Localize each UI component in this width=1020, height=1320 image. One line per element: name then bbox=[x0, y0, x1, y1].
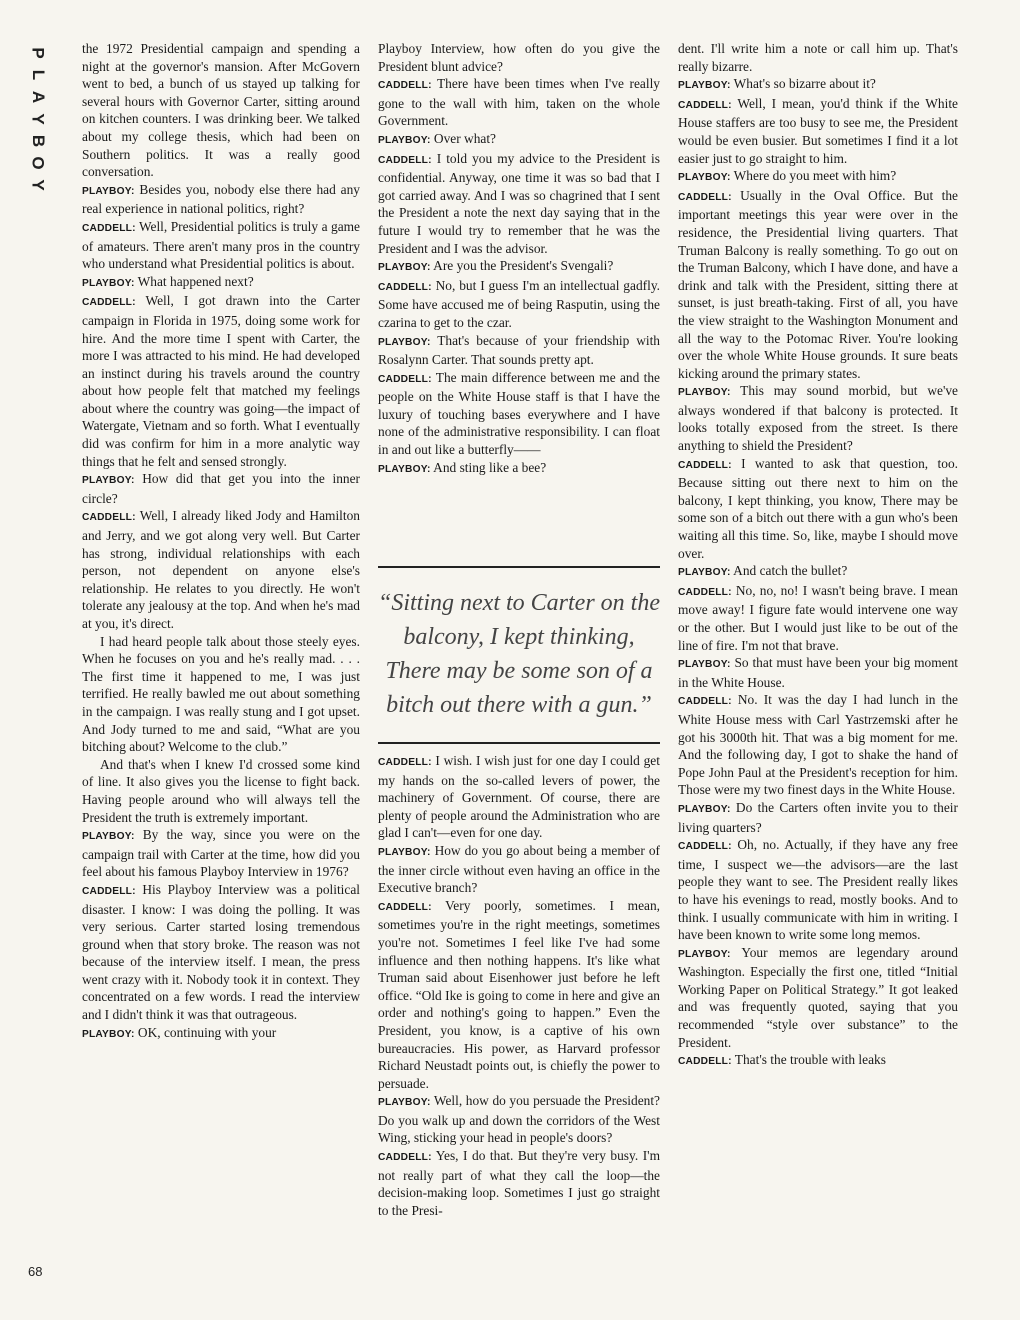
speaker-label: CADDELL: bbox=[378, 281, 432, 293]
speaker-label: CADDELL: bbox=[678, 586, 732, 598]
paragraph-text: Besides you, nobody else there had any real experience in national politics, right? bbox=[82, 181, 360, 217]
paragraph-text: That's because of your friendship with Rosalynn Carter. That sounds pretty apt. bbox=[378, 332, 661, 368]
paragraph bbox=[378, 897, 660, 1093]
paragraph-text: Yes, I do that. But they're very busy. I'm not really part of what they call the loop—the decision-making loop. Sometimes I just go straight to the Presi- bbox=[378, 1148, 660, 1218]
paragraph bbox=[378, 75, 660, 130]
speaker-label: PLAYBOY: bbox=[378, 1097, 431, 1109]
paragraph-text: I had heard people talk about those steely eyes. When he focuses on you and he's really mad. . . . The first time it happened to me, I was just terrified. He really bawled me out about something in the campaign. I was really stung and I got upset. And Jody turned to me and said, “What are you bitching about? Welcome to the club.” bbox=[82, 633, 360, 755]
speaker-label: CADDELL: bbox=[82, 222, 136, 234]
paragraph bbox=[378, 257, 660, 277]
paragraph bbox=[678, 799, 958, 836]
paragraph-text: Do the Carters often invite you to their living quarters? bbox=[678, 799, 958, 835]
paragraph bbox=[82, 40, 360, 181]
paragraph bbox=[378, 752, 660, 842]
paragraph-text: No. It was the day I had lunch in the White House mess with Carl Yastrzemski after he got his 3000th hit. That was a big moment for me. And the following day, I got to shake the hand of Pope John Paul at the President's reception for him. Those were my two finest days in the White House. bbox=[678, 692, 958, 798]
paragraph-text: Where do you meet with him? bbox=[733, 168, 897, 184]
speaker-label: PLAYBOY: bbox=[378, 336, 431, 348]
paragraph bbox=[378, 459, 660, 479]
paragraph-text: Well, I already liked Jody and Hamilton and Jerry, and we got along very well. But Carter has strong, individual relationships with each person, not dependent on anyone else's relationship. He relates to you directly. He won't tolerate any jealousy at the top. And when he's mad at you, it's direct. bbox=[82, 508, 360, 631]
paragraph bbox=[678, 562, 958, 582]
speaker-label: CADDELL: bbox=[678, 696, 732, 708]
speaker-label: CADDELL: bbox=[378, 80, 432, 92]
pull-quote-bottom-rule bbox=[378, 742, 660, 744]
vertical-magazine-title bbox=[28, 42, 48, 196]
paragraph-text: What's so bizarre about it? bbox=[733, 76, 876, 92]
paragraph-text: the 1972 Presidential campaign and spending a night at the governor's mansion. After McGovern went to bed, a bunch of us stayed up talking for several hours with Governor Carter, sitting around on kitchen counters. I was drinking beer. We talked about my college thesis, which had been on Southern politics. It was a really good conversation. bbox=[82, 41, 360, 180]
speaker-label: PLAYBOY: bbox=[82, 1028, 135, 1040]
paragraph bbox=[378, 369, 660, 459]
paragraph bbox=[678, 691, 958, 799]
paragraph bbox=[378, 277, 660, 332]
paragraph bbox=[82, 218, 360, 273]
speaker-label: PLAYBOY: bbox=[678, 948, 731, 960]
paragraph-text: Well, I mean, you'd think if the White House staffers are too busy to see me, the President would be even busier. But sometimes I find it a lot easier just to go straight to him. bbox=[678, 95, 958, 166]
paragraph bbox=[82, 826, 360, 881]
paragraph bbox=[82, 756, 360, 826]
paragraph-text: By the way, since you were on the campaign trail with Carter at the time, how did you feel about his famous Playboy Interview in 1976? bbox=[82, 827, 360, 880]
paragraph-text: So that must have been your big moment in the White House. bbox=[678, 655, 958, 690]
paragraph bbox=[378, 150, 660, 258]
speaker-label: PLAYBOY: bbox=[378, 134, 431, 146]
pull-quote: “Sitting next to Carter on the balcony, I kept thinking, There may be some son of a bitch out there with a gun.” bbox=[378, 590, 660, 718]
paragraph bbox=[678, 836, 958, 944]
paragraph bbox=[678, 75, 958, 95]
paragraph bbox=[678, 187, 958, 383]
speaker-label: CADDELL: bbox=[378, 373, 432, 385]
paragraph-text: Usually in the Oval Office. But the important meetings this year were over in the residence, the Presidential living quarters. That Truman Balcony is really something. To go out on the Truman Balcony, which I have done, and have a drink and talk with the President, sitting there at sunset, is just breath-taking. First of all, you have the view straight to the Washington Monument and all the way to the Potomac River. You're looking over the whole White House grounds. It sure beats kicking around the primary states. bbox=[678, 187, 958, 381]
paragraph-text: And catch the bullet? bbox=[733, 563, 848, 579]
paragraph bbox=[678, 654, 958, 691]
title-letter: A bbox=[29, 90, 48, 104]
speaker-label: PLAYBOY: bbox=[678, 803, 731, 815]
speaker-label: CADDELL: bbox=[678, 1056, 732, 1068]
speaker-label: CADDELL: bbox=[678, 99, 732, 111]
speaker-label: PLAYBOY: bbox=[82, 831, 135, 843]
speaker-label: PLAYBOY: bbox=[378, 262, 431, 274]
paragraph-text: No, no, no! I wasn't being brave. I mean move away! I figure fate would intervene one way or the other. But I would just like to be out of the line of fire. I'm not that brave. bbox=[678, 582, 958, 653]
page-number: 68 bbox=[28, 1264, 43, 1279]
paragraph-text: dent. I'll write him a note or call him up. That's really bizarre. bbox=[678, 41, 958, 74]
paragraph bbox=[678, 582, 958, 654]
title-letter: L bbox=[28, 69, 48, 81]
pull-quote-box bbox=[378, 566, 660, 744]
title-letter: Y bbox=[29, 113, 48, 125]
speaker-label: CADDELL: bbox=[82, 885, 136, 897]
text-column-2-top bbox=[378, 40, 660, 478]
paragraph-text: How did that get you into the inner circle? bbox=[82, 471, 360, 506]
paragraph-text: Well, how do you persuade the President? Do you walk up and down the corridors of the West Wing, sticking your head in people's doors? bbox=[378, 1093, 660, 1146]
paragraph-text: OK, continuing with your bbox=[137, 1024, 277, 1040]
title-letter: B bbox=[29, 134, 48, 148]
paragraph-text: And sting like a bee? bbox=[433, 459, 547, 475]
paragraph bbox=[82, 633, 360, 756]
paragraph-text: The main difference between me and the people on the White House staff is that I have the luxury of touching bases everywhere and I have none of the administrative responsibility. I can float in and out like a butterfly—— bbox=[378, 369, 660, 458]
speaker-label: CADDELL: bbox=[378, 901, 432, 913]
paragraph-text: Well, Presidential politics is truly a game of amateurs. There aren't many pros in the country who understand what Presidential politics is about. bbox=[82, 218, 361, 272]
speaker-label: PLAYBOY: bbox=[678, 80, 731, 92]
paragraph bbox=[378, 842, 660, 897]
speaker-label: PLAYBOY: bbox=[378, 846, 431, 858]
speaker-label: CADDELL: bbox=[82, 512, 136, 524]
paragraph-text: That's the trouble with leaks bbox=[734, 1052, 886, 1068]
speaker-label: CADDELL: bbox=[678, 841, 732, 853]
speaker-label: PLAYBOY: bbox=[678, 567, 731, 579]
paragraph-text: There have been times when I've really gone to the wall with him, taken on the whole Government. bbox=[378, 76, 661, 129]
paragraph bbox=[378, 1147, 660, 1219]
paragraph bbox=[678, 95, 958, 167]
paragraph-text: Playboy Interview, how often do you give the President blunt advice? bbox=[378, 41, 660, 74]
paragraph bbox=[678, 455, 958, 563]
title-letter: O bbox=[28, 156, 48, 170]
speaker-label: CADDELL: bbox=[678, 459, 732, 471]
paragraph-text: How do you go about being a member of the inner circle without even having an office in the Executive branch? bbox=[378, 842, 660, 896]
paragraph bbox=[82, 881, 360, 1024]
paragraph-text: And that's when I knew I'd crossed some kind of line. It also gives you the license to fight back. Having people around who will always tell the President the truth is extremely important. bbox=[82, 756, 360, 825]
text-column-3 bbox=[678, 40, 958, 1071]
paragraph bbox=[378, 1092, 660, 1147]
speaker-label: PLAYBOY: bbox=[378, 463, 431, 475]
paragraph-text: I told you my advice to the President is confidential. Anyway, one time it was so bad that I got carried away. And I was so chagrined that I sent the President a note the next day saying that in the future I would try to remember that he was the President and I was the advisor. bbox=[378, 150, 660, 256]
paragraph bbox=[82, 292, 360, 470]
paragraph-text: I wish. I wish just for one day I could get my hands on the so-called levers of power, the machinery of Government. Of course, there are plenty of people around the Administration who are glad I can't—even for one day. bbox=[378, 753, 660, 841]
speaker-label: CADDELL: bbox=[378, 154, 432, 166]
speaker-label: CADDELL: bbox=[378, 1152, 432, 1164]
paragraph bbox=[82, 273, 360, 293]
paragraph bbox=[378, 40, 660, 75]
paragraph bbox=[82, 1024, 360, 1044]
title-letter: P bbox=[29, 47, 48, 59]
speaker-label: PLAYBOY: bbox=[678, 172, 731, 184]
speaker-label: PLAYBOY: bbox=[678, 659, 731, 671]
paragraph-text: Oh, no. Actually, if they have any free time, I suspect we—the advisors—are the last people they want to see. The President really likes to have his evenings to read, mostly books. And to think. I usually communicate with him in writing. I have been known to write some long memos. bbox=[678, 837, 958, 943]
paragraph bbox=[82, 507, 360, 632]
speaker-label: CADDELL: bbox=[82, 297, 136, 309]
paragraph-text: Are you the President's Svengali? bbox=[433, 258, 614, 274]
speaker-label: PLAYBOY: bbox=[678, 387, 731, 399]
speaker-label: CADDELL: bbox=[678, 191, 732, 203]
text-column-1 bbox=[82, 40, 360, 1043]
paragraph bbox=[678, 382, 958, 454]
paragraph-text: Well, I got drawn into the Carter campaign in Florida in 1975, doing some work for hire. And the more time I spent with Carter, the more I was attracted to his mind. He had developed an instinct during his travels around the country about how people felt that matched my feelings about where the country was going—the impact of Watergate, Vietnam and so forth. What I eventually did was confirm for him in a more analytic way things that he felt and sensed strongly. bbox=[82, 293, 360, 469]
title-letter: Y bbox=[29, 179, 48, 191]
paragraph bbox=[678, 944, 958, 1052]
paragraph-text: What happened next? bbox=[137, 273, 254, 289]
paragraph bbox=[378, 130, 660, 150]
paragraph bbox=[678, 167, 958, 187]
paragraph bbox=[82, 470, 360, 507]
paragraph-text: Your memos are legendary around Washington. Especially the first one, titled “Initial Working Paper on Political Strategy.” It got leaked and was frequently quoted, saying that you recommended “style over substance” to the President. bbox=[678, 944, 958, 1050]
paragraph-text: This may sound morbid, but we've always wondered if that balcony is protected. It looks totally exposed from the street. Is there anything to shield the President? bbox=[678, 383, 959, 454]
paragraph-text: His Playboy Interview was a political disaster. I know: I was doing the polling. It was very serious. Carter started losing tremendous ground when that story broke. The reason was not because of the interview itself. I mean, the press went crazy with it. Nobody took it in context. They concentrated on a few words. I read the interview and I didn't think it was that outrageous. bbox=[82, 881, 360, 1023]
speaker-label: PLAYBOY: bbox=[82, 475, 135, 487]
paragraph bbox=[82, 181, 360, 218]
paragraph-text: Very poorly, sometimes. I mean, sometimes you're in the right meetings, sometimes you're not. Sometimes I feel like I've had some influence and then nothing happens. It's like what Truman said about Eisenhower just before he left office. “Old Ike is going to come in here and give an order and nothing's going to happen.” Even the President, you know, is a captive of his own bureaucracies. His power, as Harvard professor Richard Neustadt points out, is chiefly the power to persuade. bbox=[378, 897, 661, 1091]
paragraph bbox=[678, 1051, 958, 1071]
speaker-label: PLAYBOY: bbox=[82, 277, 135, 289]
text-column-2-bottom bbox=[378, 752, 660, 1219]
speaker-label: CADDELL: bbox=[378, 757, 432, 768]
paragraph-text: Over what? bbox=[433, 130, 496, 146]
paragraph-text: No, but I guess I'm an intellectual gadfly. Some have accused me of being Rasputin, using the czarina to get to the czar. bbox=[378, 277, 660, 330]
paragraph-text: I wanted to ask that question, too. Because sitting out there next to him on the balcony, I kept thinking, you know, There may be some son of a bitch out there with a gun who's been waiting all this time. So, like, maybe I should move over. bbox=[678, 455, 958, 561]
paragraph bbox=[678, 40, 958, 75]
speaker-label: PLAYBOY: bbox=[82, 185, 135, 197]
paragraph bbox=[378, 332, 660, 369]
